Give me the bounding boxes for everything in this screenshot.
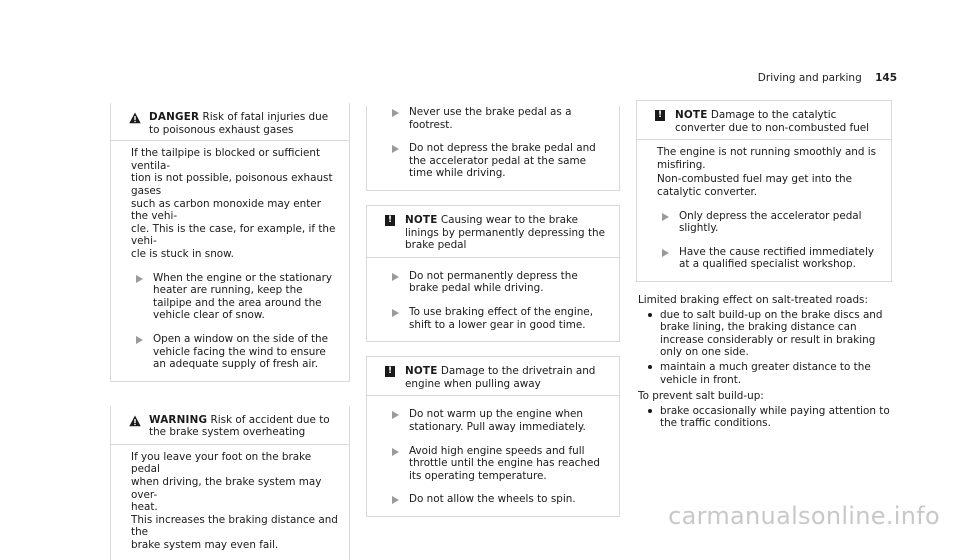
danger-action-1: [131, 272, 339, 322]
action-arrow-icon: [662, 213, 669, 221]
notice-exclamation-icon: !: [385, 366, 395, 377]
notice3-action-1-text: Only depress the accelerator pedal slightly.: [679, 209, 862, 235]
page-header: [758, 72, 897, 85]
notice3-action-1: [657, 210, 881, 235]
danger-label: DANGER: [149, 111, 200, 123]
warning-action-1-text: Never use the brake pedal as a footrest.: [409, 106, 572, 131]
salt-prevent-bullet-1: [638, 405, 892, 430]
notice3-line-2: Non-combusted fuel may get into the catalytic converter.: [657, 173, 853, 198]
notice2-action-2: [387, 445, 609, 483]
notice3-label: NOTE: [675, 109, 708, 121]
notice2-action-2-text: Avoid high engine speeds and full throttle until the engine has reached its operating temperature.: [409, 444, 600, 482]
salt-bullet-2: [638, 361, 892, 386]
warning-line-5: brake system may even fail.: [131, 539, 279, 552]
notice2-action-1: [387, 408, 609, 433]
warning-title: Risk of accident due to the brake system overheating: [149, 413, 330, 439]
notice3-action-2: [657, 246, 881, 271]
action-arrow-icon: [136, 275, 143, 283]
watermark: carmanualsonline.info: [668, 502, 940, 531]
danger-title: Risk of fatal injuries due to poisonous exhaust gases: [149, 111, 329, 136]
notice-exclamation-icon: !: [385, 215, 395, 226]
notice2-action-3: [387, 493, 609, 506]
warning-box: [110, 406, 350, 560]
action-arrow-icon: [392, 411, 399, 419]
notice2-action-1-text: Do not warm up the engine when stationary. Pull away immediately.: [409, 408, 586, 433]
danger-line-4: cle. This is the case, for example, if the vehi-: [131, 222, 336, 248]
action-arrow-icon: [392, 496, 399, 504]
notice-box-drivetrain: [366, 356, 620, 517]
warning-action-2-text: Do not depress the brake pedal and the accelerator pedal at the same time while driving.: [409, 142, 596, 180]
danger-line-2: tion is not possible, poisonous exhaust gases: [131, 172, 333, 197]
salt-intro: Limited braking effect on salt-treated roads:: [638, 293, 868, 306]
notice-exclamation-icon: !: [655, 110, 665, 121]
salt-bullet-1: [638, 309, 892, 359]
warning-triangle-icon: [129, 415, 141, 427]
warning-action-2: [387, 142, 609, 180]
warning-triangle-icon: [129, 112, 141, 124]
notice2-action-3-text: Do not allow the wheels to spin.: [409, 493, 576, 506]
warning-line-2: when driving, the brake system may over-: [131, 476, 322, 501]
column-3: [636, 100, 892, 430]
action-arrow-icon: [392, 109, 399, 117]
danger-line-3: such as carbon monoxide may enter the vehi-: [131, 197, 321, 223]
salt-section: [636, 294, 892, 430]
warning-action-1: [387, 106, 609, 131]
danger-line-5: cle is stuck in snow.: [131, 247, 234, 260]
action-arrow-icon: [392, 145, 399, 153]
action-arrow-icon: [392, 273, 399, 281]
warning-line-3: heat.: [131, 501, 158, 514]
danger-line-1: If the tailpipe is blocked or sufficient ventila-: [131, 147, 321, 172]
action-arrow-icon: [136, 336, 143, 344]
notice1-label: NOTE: [405, 213, 438, 226]
notice1-action-1-text: Do not permanently depress the brake pedal while driving.: [409, 269, 578, 295]
notice2-label: NOTE: [405, 365, 438, 378]
salt-bullet-2-text: maintain a much greater distance to the vehicle in front.: [660, 360, 871, 386]
warning-line-1: If you leave your foot on the brake pedal: [131, 450, 312, 476]
bullet-dot: [648, 313, 652, 317]
action-arrow-icon: [392, 448, 399, 456]
page-number: 145: [875, 72, 897, 84]
warning-line-4: This increases the braking distance and the: [131, 513, 338, 539]
warning-label: WARNING: [149, 413, 208, 426]
bullet-dot: [648, 365, 652, 369]
bullet-dot: [648, 409, 652, 413]
notice1-action-2: [387, 306, 609, 331]
salt-bullet-1-text: due to salt build-up on the brake discs and brake lining, the braking distance can increase considerably or result in braking only on one side.: [660, 308, 883, 359]
danger-action-1-text: When the engine or the stationary heater are running, keep the tailpipe and the area around the vehicle clear of snow.: [153, 271, 333, 322]
column-1: [110, 103, 350, 560]
notice3-title: Damage to the catalytic converter due to non-combusted fuel: [675, 109, 870, 134]
action-arrow-icon: [392, 309, 399, 317]
salt-prevent-bullet-1-text: brake occasionally while paying attention to the traffic conditions.: [660, 404, 890, 430]
notice-box-catalytic: [636, 100, 892, 282]
danger-box: [110, 103, 350, 382]
notice2-title: Damage to the drivetrain and engine when pulling away: [405, 365, 596, 390]
danger-action-2-text: Open a window on the side of the vehicle facing the wind to ensure an adequate supply of fresh air.: [153, 332, 329, 371]
column-2: [366, 100, 620, 517]
notice1-title: Causing wear to the brake linings by permanently depressing the brake pedal: [405, 213, 606, 252]
notice1-action-1: [387, 270, 609, 295]
warning-continued-box: [366, 106, 620, 191]
notice3-action-2-text: Have the cause rectified immediately at a qualified specialist workshop.: [679, 245, 874, 271]
section-title: Driving and parking: [757, 72, 862, 84]
notice3-line-1: The engine is not running smoothly and is misfiring.: [657, 146, 877, 171]
salt-prevent-intro: To prevent salt build-up:: [638, 390, 764, 403]
notice1-action-2-text: To use braking effect of the engine, shift to a lower gear in good time.: [409, 305, 594, 331]
notice-box-brake-linings: [366, 205, 620, 342]
action-arrow-icon: [662, 249, 669, 257]
danger-action-2: [131, 333, 339, 371]
